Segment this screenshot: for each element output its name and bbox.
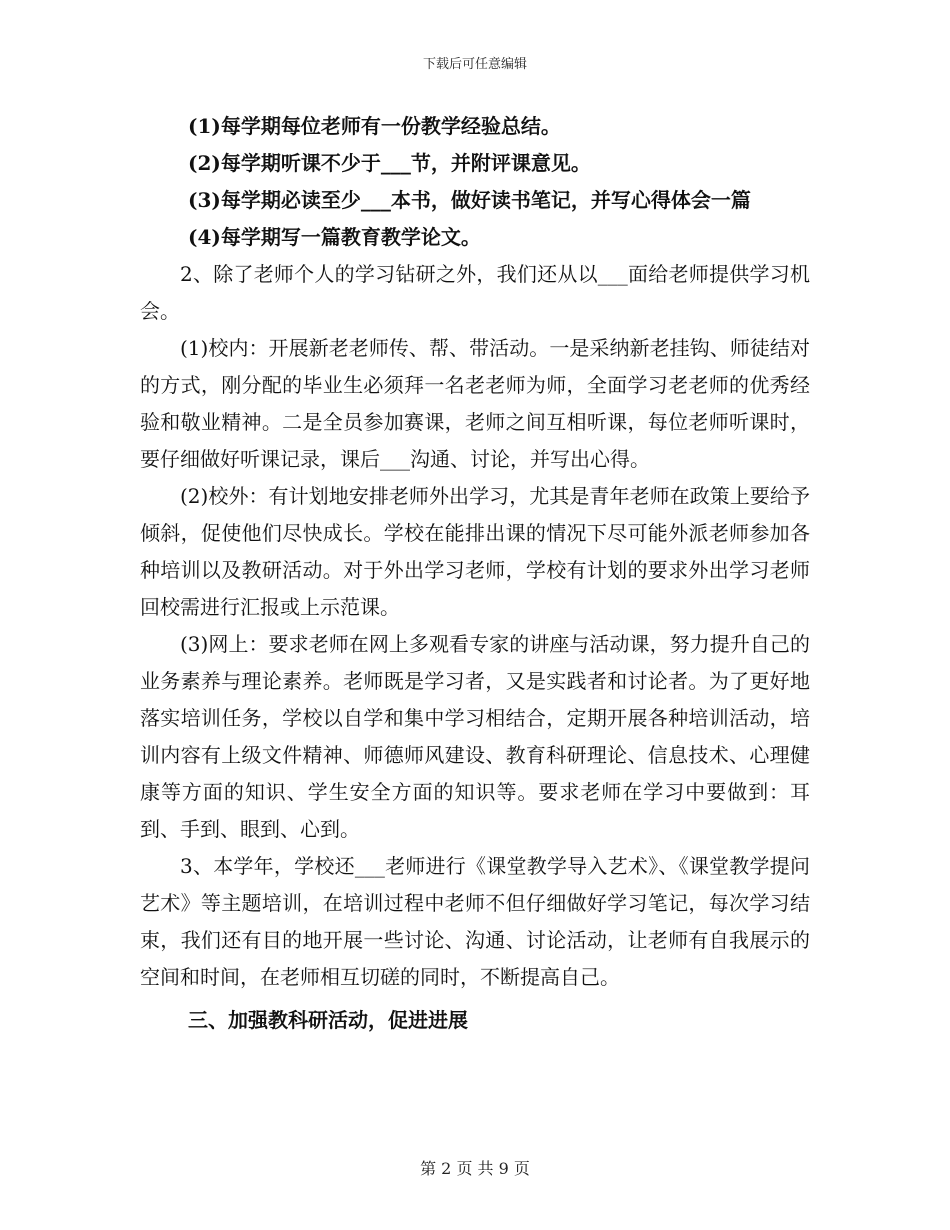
page-header: 下载后可任意编辑 <box>422 57 527 72</box>
section-heading: 三、加强教科研活动，促进进展 <box>188 1008 468 1032</box>
paragraph-on-campus: (1)校内：开展新老老师传、帮、带活动。一是采纳新老挂钩、师徒结对的方式，刚分配的毕业生必须拜一名老老师为师，全面学习老老师的优秀经验和敬业精神。二是全员参加赛课，老师之间互相听课，每位老师听课时，要仔细做好听课记录，课后___沟通、讨论，并写出心得。 <box>140 336 810 471</box>
paragraph-off-campus: (2)校外：有计划地安排老师外出学习，尤其是青年老师在政策上要给予倾斜，促使他们尽快成长。学校在能排出课的情况下尽可能外派老师参加各种培训以及教研活动。对于外出学习老师，学校有计划的要求外出学习老师回校需进行汇报或上示范课。 <box>140 484 810 619</box>
list-item: (4)每学期写一篇教育教学论文。 <box>188 225 481 249</box>
paragraph-learning-opportunities: 2、除了老师个人的学习钻研之外，我们还从以___面给老师提供学习机会。 <box>140 262 810 323</box>
paragraph-online: (3)网上：要求老师在网上多观看专家的讲座与活动课，努力提升自己的业务素养与理论素养。老师既是学习者，又是实践者和讨论者。为了更好地落实培训任务，学校以自学和集中学习相结合，定期开展各种培训活动，培训内容有上级文件精神、师德师风建设、教育科研理论、信息技术、心理健康等方面的知识、学生安全方面的知识等。要求老师在学习中要做到：耳到、手到、眼到、心到。 <box>140 632 810 841</box>
paragraph-themed-training: 3、本学年，学校还___老师进行《课堂教学导入艺术》、《课堂教学提问艺术》等主题培训，在培训过程中老师不但仔细做好学习笔记，每次学习结束，我们还有目的地开展一些讨论、沟通、讨论活动，让老师有自我展示的空间和时间，在老师相互切磋的同时，不断提高自己。 <box>140 854 810 989</box>
list-item: (1)每学期每位老师有一份教学经验总结。 <box>188 114 561 138</box>
page-footer: 第 2 页 共 9 页 <box>420 1159 530 1178</box>
list-item: (3)每学期必读至少___本书，做好读书笔记，并写心得体会一篇 <box>188 188 751 212</box>
list-item: (2)每学期听课不少于___节，并附评课意见。 <box>188 151 591 175</box>
document-body <box>140 108 810 1039</box>
